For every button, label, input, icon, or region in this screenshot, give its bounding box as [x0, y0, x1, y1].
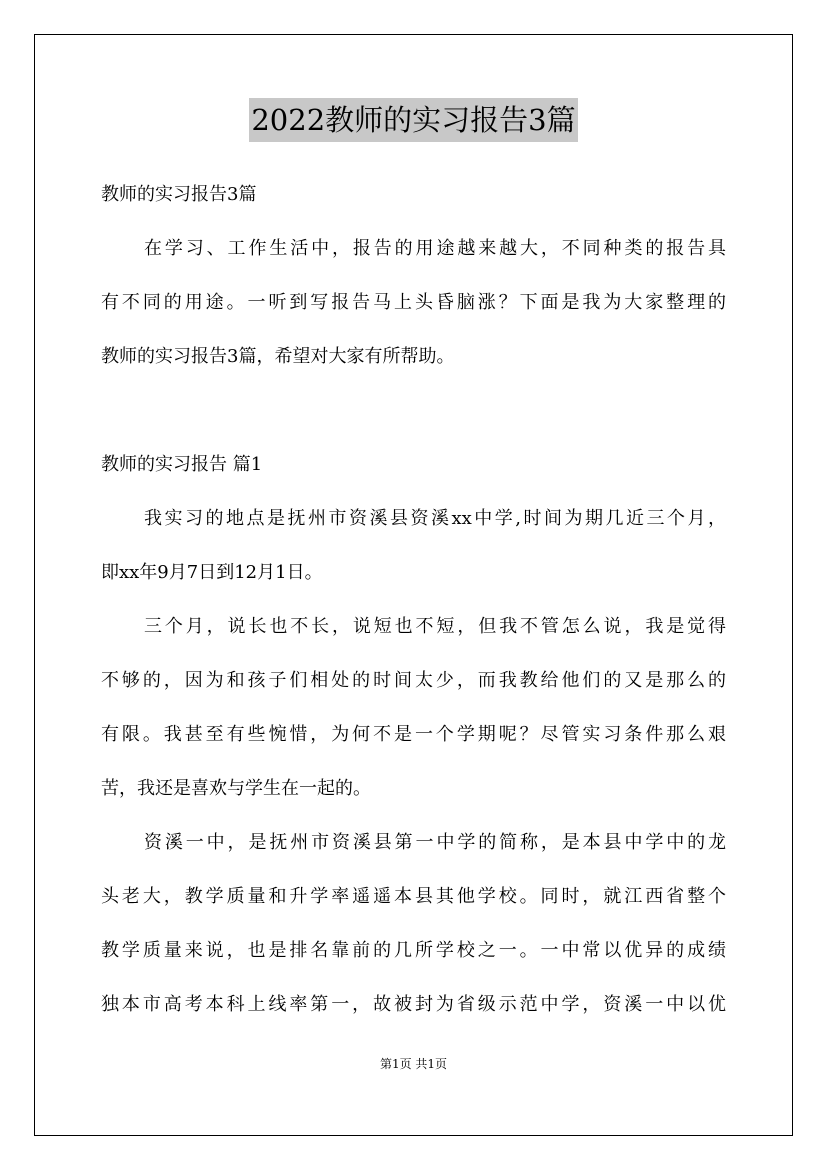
page-number-footer: 第1页 共1页 — [379, 1057, 448, 1071]
document-body — [101, 168, 726, 1032]
paragraph-line: 苦，我还是喜欢与学生在一起的。 — [101, 778, 371, 799]
paragraph-line: 教学质量来说，也是排名靠前的几所学校之一。一中常以优异的成绩 — [101, 940, 726, 961]
paragraph-line: 我实习的地点是抚州市资溪县资溪xx中学,时间为期几近三个月， — [144, 508, 726, 529]
intro-line: 有不同的用途。一听到写报告马上头昏脑涨？下面是我为大家整理的 — [101, 292, 726, 313]
document-title: 2022教师的实习报告3篇 — [249, 98, 577, 142]
paragraph-line: 三个月，说长也不长，说短也不短，但我不管怎么说，我是觉得 — [144, 616, 726, 637]
document-subtitle: 教师的实习报告3篇 — [101, 184, 257, 205]
paragraph-line: 即xx年9月7日到12月1日。 — [101, 562, 323, 583]
paragraph-line: 头老大，教学质量和升学率遥遥本县其他学校。同时，就江西省整个 — [101, 886, 726, 907]
section-heading: 教师的实习报告 篇1 — [101, 454, 263, 475]
paragraph-line: 资溪一中，是抚州市资溪县第一中学的简称，是本县中学中的龙 — [144, 832, 726, 853]
paragraph-line: 有限。我甚至有些惋惜，为何不是一个学期呢？尽管实习条件那么艰 — [101, 724, 726, 745]
title-container — [0, 98, 827, 142]
paragraph-line: 不够的，因为和孩子们相处的时间太少，而我教给他们的又是那么的 — [101, 670, 726, 691]
intro-line: 在学习、工作生活中，报告的用途越来越大，不同种类的报告具 — [144, 238, 726, 259]
paragraph-line: 独本市高考本科上线率第一，故被封为省级示范中学，资溪一中以优 — [101, 994, 726, 1015]
intro-line: 教师的实习报告3篇，希望对大家有所帮助。 — [101, 346, 455, 367]
blank-line — [101, 384, 726, 438]
